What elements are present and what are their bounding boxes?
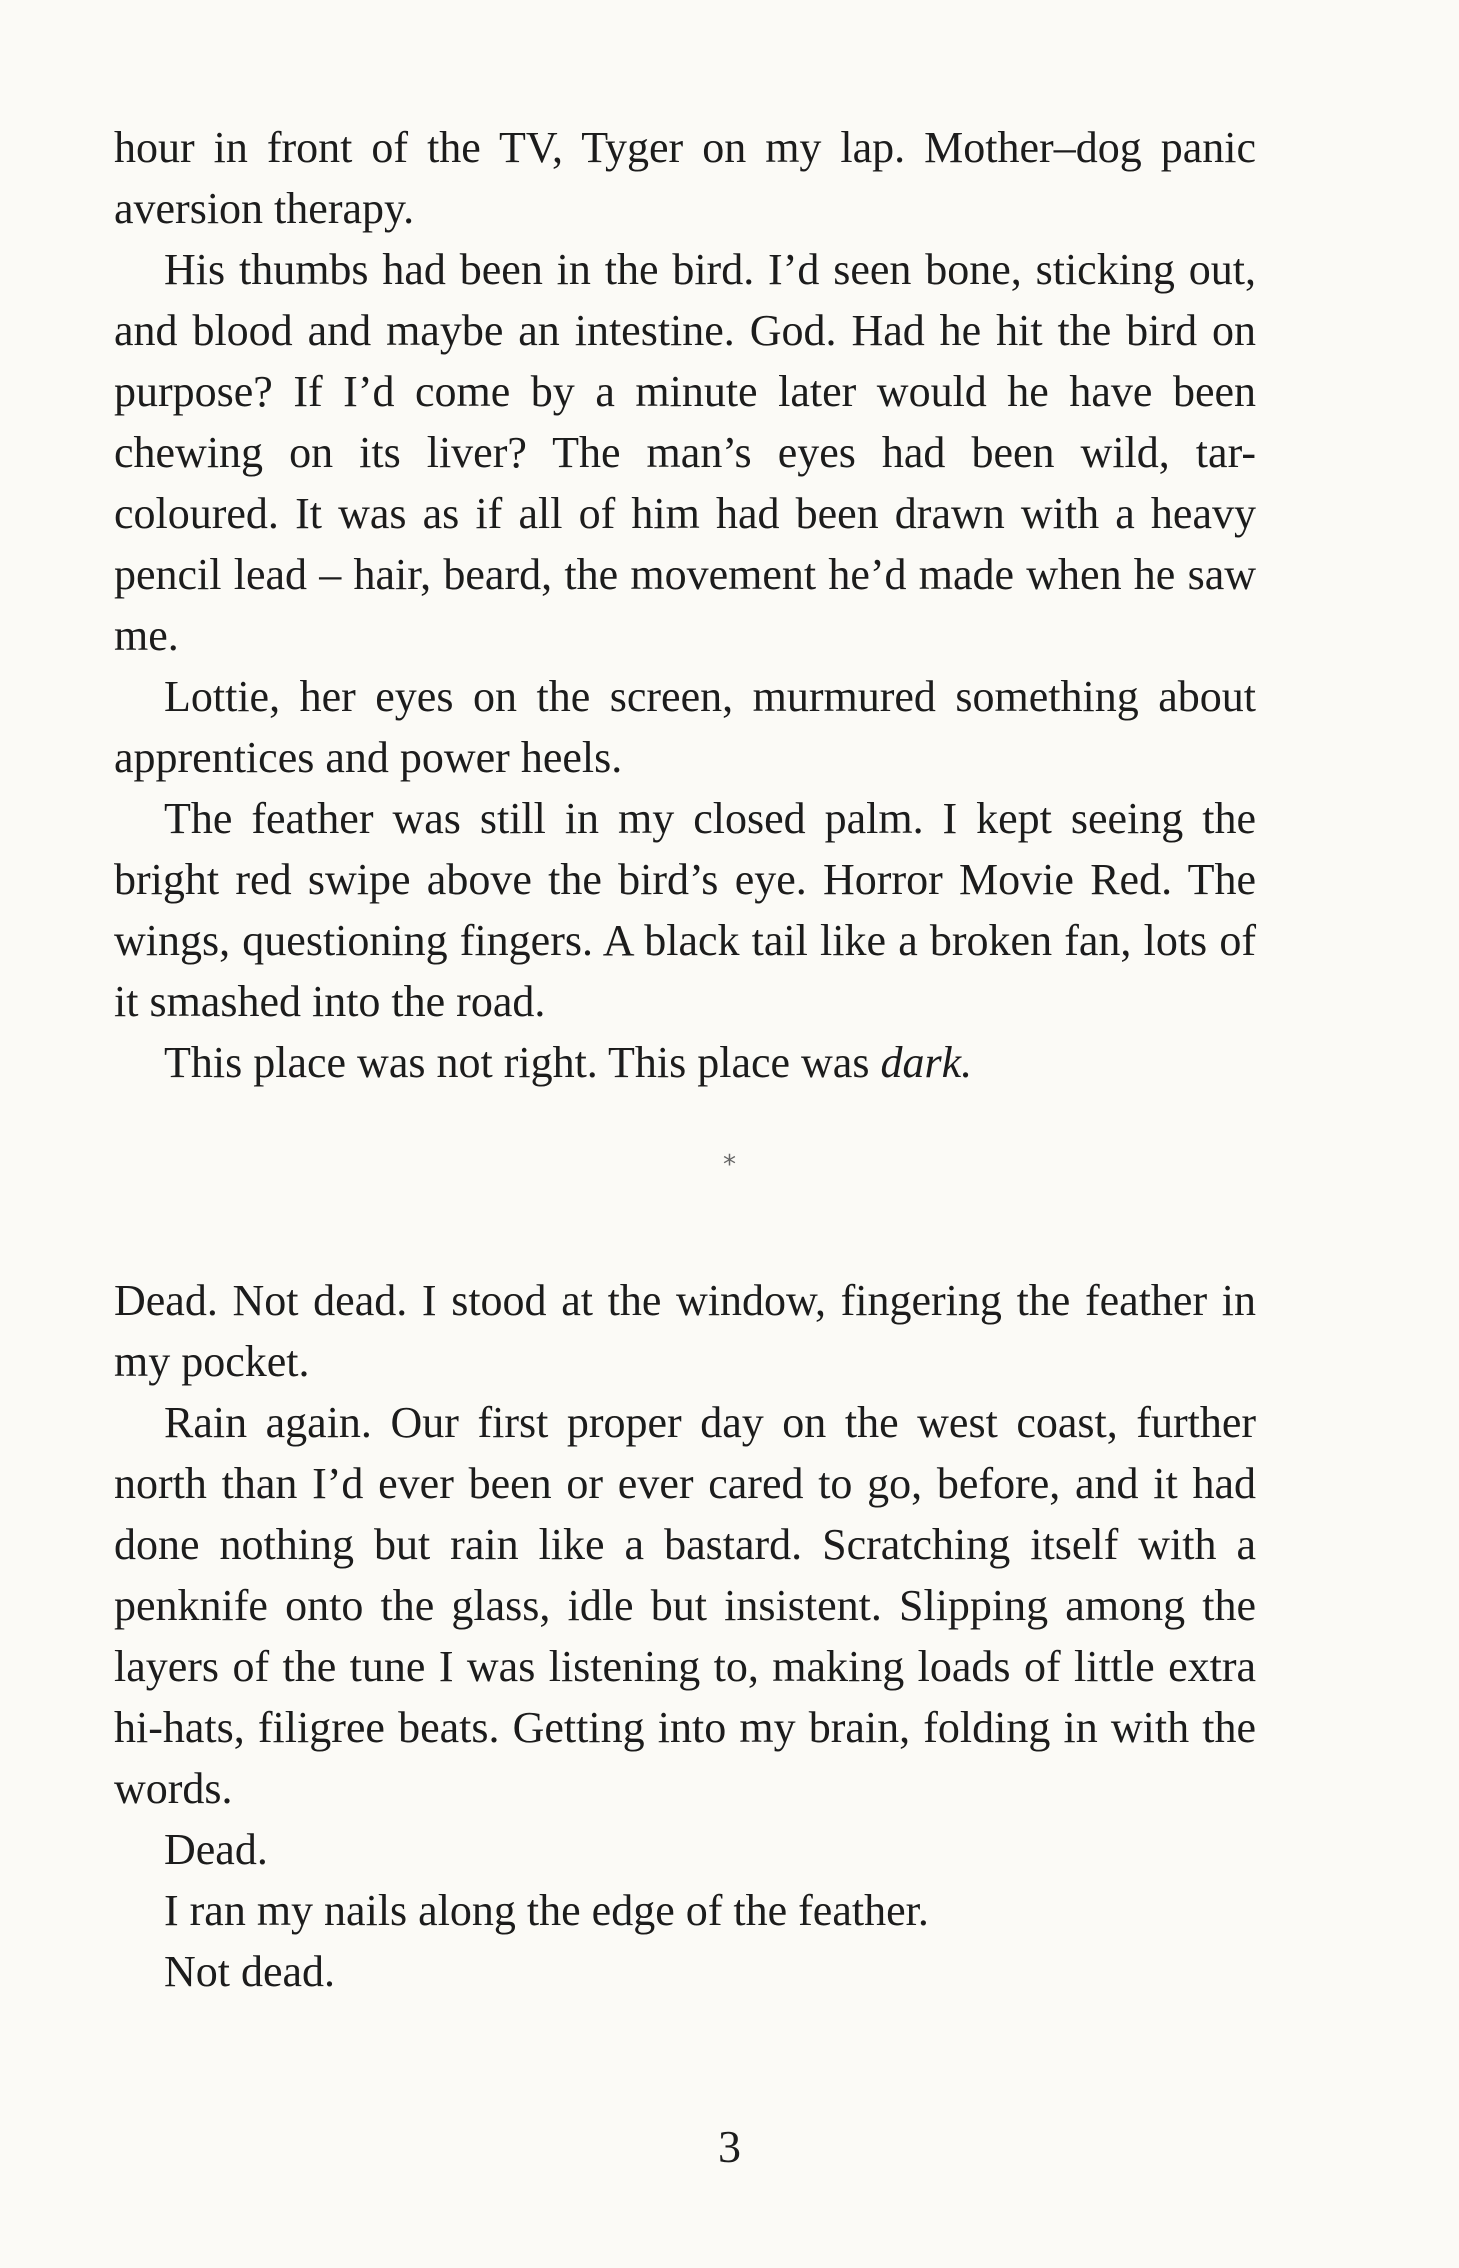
page-number: 3	[718, 2121, 741, 2172]
paragraph-feather: The feather was still in my closed palm. I kept seeing the bright red swipe above the bird’s eye. Horror Movie Red. The wings, questioning fingers. A black tail like a broken fan, lots of it smashed into the road.	[114, 794, 1256, 1026]
paragraph-dark	[114, 1032, 1256, 1093]
paragraph-rain: Rain again. Our first proper day on the west coast, further north than I’d ever been or ever cared to go, before, and it had done nothing but rain like a bastard. Scratching itself with a penknife onto the glass, idle but insistent. Slipping among the layers of the tune I was listening to, making loads of little extra hi-hats, filigree beats. Getting into my brain, folding in with the words.	[114, 1398, 1256, 1813]
dark-line-emphasis: dark.	[880, 1038, 973, 1087]
text-section-one	[114, 117, 1256, 1093]
paragraph-nails: I ran my nails along the edge of the feather.	[164, 1886, 929, 1935]
paragraph-lottie: Lottie, her eyes on the screen, murmured something about apprentices and power heels.	[114, 672, 1256, 782]
paragraph-dead-not-dead: Dead. Not dead. I stood at the window, fingering the feather in my pocket.	[114, 1276, 1256, 1386]
scene-break-asterisk: *	[723, 1150, 736, 1180]
paragraph-continuation: hour in front of the TV, Tyger on my lap. Mother–dog panic aversion therapy.	[114, 123, 1256, 233]
paragraph-thumbs: His thumbs had been in the bird. I’d seen bone, sticking out, and blood and maybe an intestine. God. Had he hit the bird on purpose? If I’d come by a minute later would he have been chewing on its liver? The man’s eyes had been wild, tar-coloured. It was as if all of him had been drawn with a heavy pencil lead – hair, beard, the movement he’d made when he saw me.	[114, 245, 1256, 660]
dark-line-lead: This place was not right. This place was	[164, 1038, 881, 1087]
text-section-two	[114, 1270, 1256, 2002]
paragraph-dead: Dead.	[164, 1825, 268, 1874]
paragraph-not-dead: Not dead.	[164, 1947, 336, 1996]
